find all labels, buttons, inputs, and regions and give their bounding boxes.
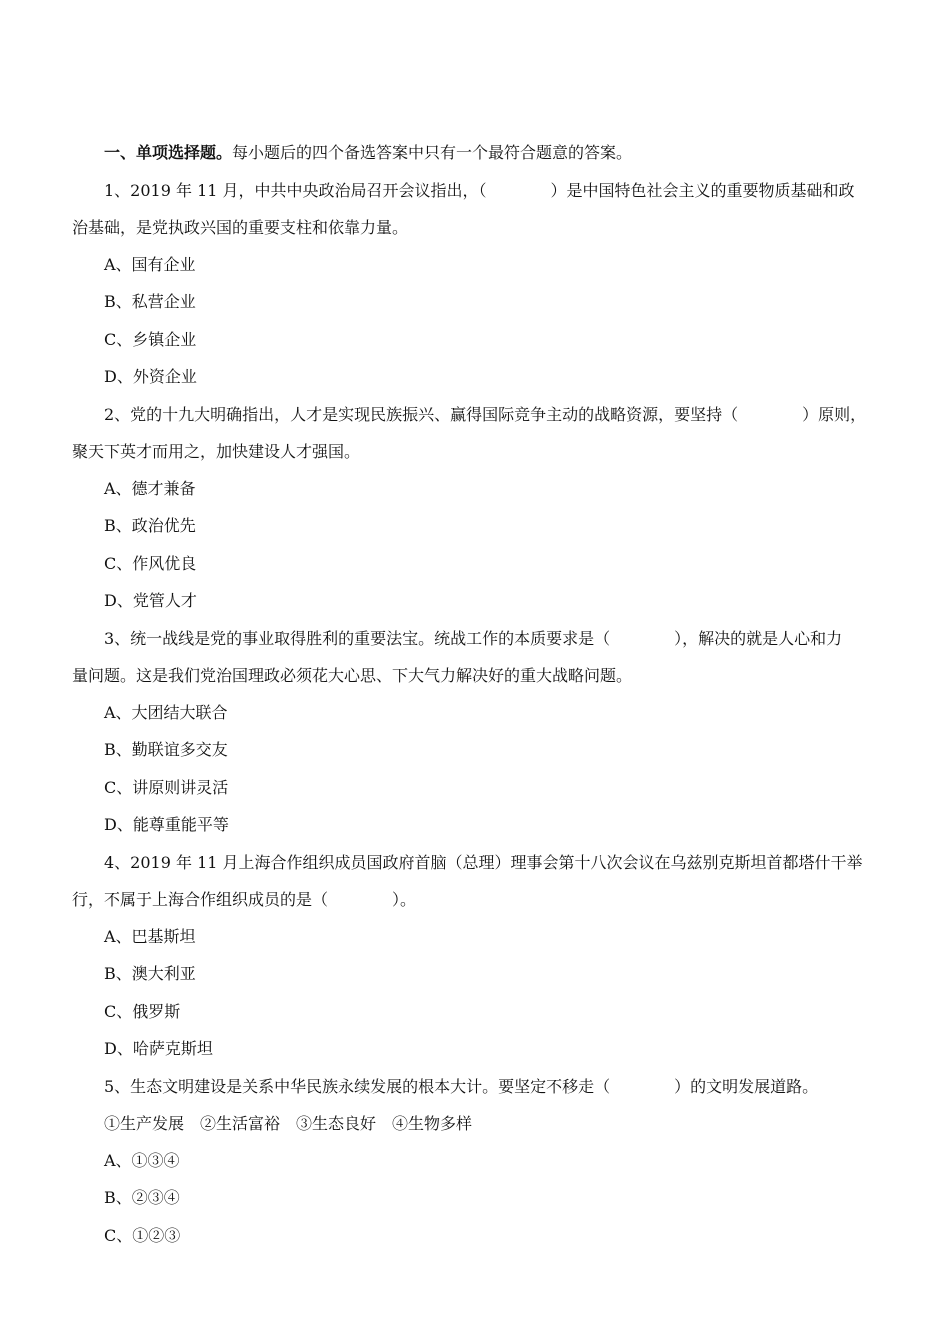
question-2-option-d: D、党管人才 (104, 591, 197, 610)
question-3-option-d: D、能尊重能平等 (104, 815, 229, 834)
question-5-items: ①生产发展 ②生活富裕 ③生态良好 ④生物多样 (104, 1114, 473, 1133)
question-3-option-a: A、大团结大联合 (104, 703, 228, 722)
question-2-option-c: C、作风优良 (104, 554, 197, 573)
question-4-option-a: A、巴基斯坦 (104, 927, 196, 946)
question-1-option-a: A、国有企业 (104, 255, 196, 274)
question-5-stem-line1: 5、生态文明建设是关系中华民族永续发展的根本大计。要坚定不移走（ ）的文明发展道路。 (104, 1077, 819, 1096)
question-2-stem-line2: 聚天下英才而用之，加快建设人才强国。 (72, 442, 361, 461)
question-4-option-c: C、俄罗斯 (104, 1002, 181, 1021)
question-4-stem-line1: 4、2019 年 11 月上海合作组织成员国政府首脑（总理）理事会第十八次会议在乌兹别克斯坦首都塔什干举 (104, 853, 863, 872)
section-heading-rest: 每小题后的四个备选答案中只有一个最符合题意的答案。 (232, 143, 633, 162)
question-5-option-c: C、①②③ (104, 1226, 181, 1245)
question-3-stem-line1: 3、统一战线是党的事业取得胜利的重要法宝。统战工作的本质要求是（ ），解决的就是人心和力 (104, 629, 843, 648)
question-4-option-b: B、澳大利亚 (104, 964, 196, 983)
question-4-stem-line2: 行，不属于上海合作组织成员的是（ ）。 (72, 890, 417, 909)
section-heading (104, 143, 912, 163)
question-1-stem-line2: 治基础，是党执政兴国的重要支柱和依靠力量。 (72, 218, 409, 237)
question-1-option-d: D、外资企业 (104, 367, 197, 386)
question-5-option-b: B、②③④ (104, 1188, 180, 1207)
question-1-option-b: B、私营企业 (104, 292, 196, 311)
question-1-option-c: C、乡镇企业 (104, 330, 197, 349)
question-3-option-b: B、勤联谊多交友 (104, 740, 228, 759)
question-5-option-a: A、①③④ (104, 1151, 180, 1170)
question-2-option-a: A、德才兼备 (104, 479, 196, 498)
question-3-option-c: C、讲原则讲灵活 (104, 778, 229, 797)
section-heading-bold: 一、单项选择题。 (104, 143, 233, 162)
question-2-option-b: B、政治优先 (104, 516, 196, 535)
question-1-stem-line1: 1、2019 年 11 月，中共中央政治局召开会议指出，（ ）是中国特色社会主义的重要物质基础和政 (104, 181, 855, 200)
question-2-stem-line1: 2、党的十九大明确指出，人才是实现民族振兴、赢得国际竞争主动的战略资源，要坚持（ ）原则， (104, 405, 867, 424)
question-4-option-d: D、哈萨克斯坦 (104, 1039, 213, 1058)
question-3-stem-line2: 量问题。这是我们党治国理政必须花大心思、下大气力解决好的重大战略问题。 (72, 666, 633, 685)
